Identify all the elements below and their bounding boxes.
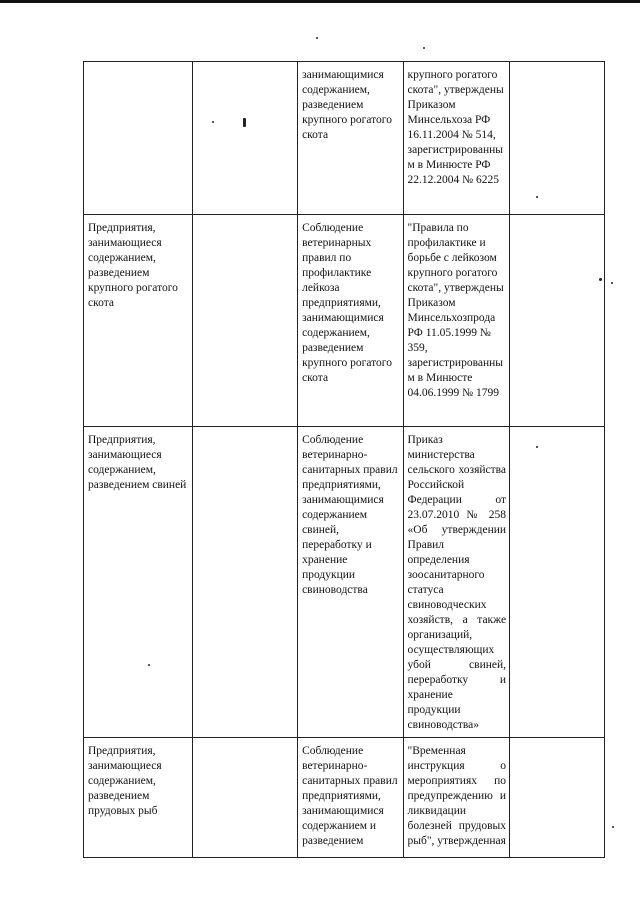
empty-cell: [510, 427, 605, 738]
legal-act-cell: Приказ министерства сельского хозяйства Российской Федерации от 23.07.2010 № 258 «Об утверждении Правил определения зоосанитарного статуса свиноводческих хозяйств, а также организаций, осуществляющих убой свиней, переработку и хранение продукции свиноводства»: [403, 427, 510, 738]
scan-speck: [536, 446, 538, 448]
object-cell: Предприятия, занимающиеся содержанием, разведением прудовых рыб: [84, 738, 193, 858]
empty-cell: [192, 62, 297, 215]
scan-border: [0, 0, 640, 3]
empty-cell: [192, 738, 297, 858]
requirement-cell: Соблюдение ветеринарно-санитарных правил предприятиями, занимающимися содержанием свиней, переработку и хранение продукции свиноводства: [298, 427, 403, 738]
table-row: [84, 738, 605, 858]
table-row: [84, 215, 605, 427]
regulation-table: [83, 61, 605, 858]
legal-act-cell: "Правила по профилактике и борьбе с лейкозом крупного рогатого скота", утверждены Приказом Минсельхозпрода РФ 11.05.1999 № 359, зарегистрированным в Минюсте 04.06.1999 № 1799: [403, 215, 510, 427]
scan-speck: [536, 196, 538, 198]
scan-speck: [423, 47, 425, 49]
scan-speck: [612, 826, 614, 828]
legal-act-cell: "Временная инструкция о мероприятиях по предупреждению и ликвидации болезней прудовых рыб", утвержденная: [403, 738, 510, 858]
object-cell: Предприятия, занимающиеся содержанием, разведением крупного рогатого скота: [84, 215, 193, 427]
table-row: [84, 427, 605, 738]
object-cell: [84, 62, 193, 215]
empty-cell: [192, 215, 297, 427]
requirement-cell: Соблюдение ветеринарно-санитарных правил предприятиями, занимающимися содержанием и разведением: [298, 738, 403, 858]
object-cell: Предприятия, занимающиеся содержанием, разведением свиней: [84, 427, 193, 738]
table-row: [84, 62, 605, 215]
requirement-cell: Соблюдение ветеринарных правил по профилактике лейкоза предприятиями, занимающимися содержанием, разведением крупного рогатого скота: [298, 215, 403, 427]
empty-cell: [510, 62, 605, 215]
scan-speck: [599, 278, 602, 281]
scan-speck: [316, 37, 318, 39]
scan-speck: [243, 118, 246, 127]
empty-cell: [192, 427, 297, 738]
scan-speck: [212, 121, 214, 123]
legal-act-cell: крупного рогатого скота", утверждены Приказом Минсельхоза РФ 16.11.2004 № 514, зарегистрированным в Минюсте РФ 22.12.2004 № 6225: [403, 62, 510, 215]
scan-speck: [148, 664, 150, 666]
empty-cell: [510, 215, 605, 427]
empty-cell: [510, 738, 605, 858]
requirement-cell: занимающимися содержанием, разведением крупного рогатого скота: [298, 62, 403, 215]
scan-speck: [611, 282, 613, 284]
